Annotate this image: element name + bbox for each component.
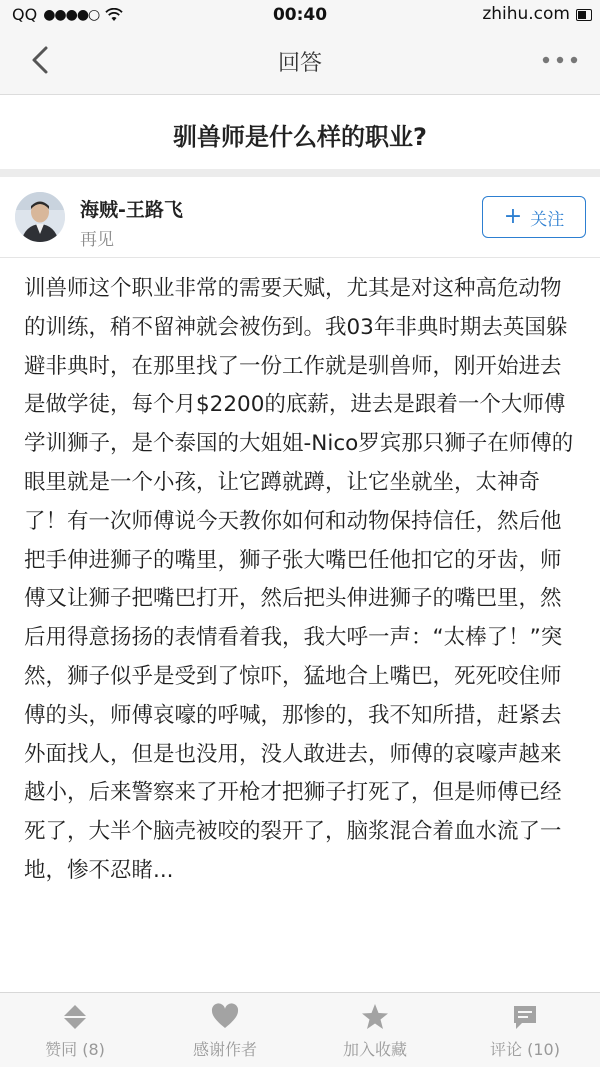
comment-button[interactable] xyxy=(450,993,600,1067)
collect-button[interactable] xyxy=(300,993,450,1067)
clock: 00:40 xyxy=(272,5,328,25)
comment-icon xyxy=(511,1003,539,1031)
answer-body: 训兽师这个职业非常的需要天赋，尤其是对这种高危动物的训练，稍不留神就会被伤到。我03年非典时期去英国躲避非典时，在那里找了一份工作就是驯兽师，刚开始进去是做学徒，每个月$2200的底薪，进去是跟着一个大师傅学训狮子，是个泰国的大姐姐-Nico罗宾那只狮子在师傅的眼里就是一个小孩，让它蹲就蹲，让它坐就坐，太神奇了！有一次师傅说今天教你如何和动物保持信任，然后他把手伸进狮子的嘴里，狮子张大嘴巴任他扣它的牙齿，师傅又让狮子把嘴巴打开，然后把头伸进狮子的嘴巴里，然后用得意扬扬的表情看着我，我大呼一声：“太棒了！”突然，狮子似乎是受到了惊吓，猛地合上嘴巴，死死咬住师傅的头，师傅哀嚎的呼喊，那惨的，我不知所措，赶紧去外面找人，但是也没用，没人敢进去，师傅的哀嚎声越来越小，后来警察来了开枪才把狮子打死了，但是师傅已经死了，大半个脑壳被咬的裂开了，脑浆混合着血水流了一地，惨不忍睹... xyxy=(24,276,574,883)
star-icon xyxy=(361,1003,389,1031)
plus-icon: + xyxy=(503,204,523,229)
thank-author-button[interactable] xyxy=(150,993,300,1067)
follow-button[interactable] xyxy=(482,196,586,238)
question-header xyxy=(0,95,600,177)
collect-label: 加入收藏 xyxy=(342,1040,407,1059)
thank-label: 感谢作者 xyxy=(192,1040,257,1059)
vote-button[interactable] xyxy=(0,993,150,1067)
more-options-icon[interactable] xyxy=(540,48,580,72)
author-name[interactable]: 海贼-王路飞 xyxy=(80,199,183,221)
avatar-image xyxy=(15,192,65,242)
signal-strength: ●●●●○ xyxy=(43,6,100,23)
bottom-toolbar xyxy=(0,992,600,1067)
battery-icon xyxy=(576,9,592,21)
follow-label: 关注 xyxy=(530,209,565,230)
author-row xyxy=(0,177,600,258)
heart-icon xyxy=(211,1003,239,1031)
vote-icon xyxy=(61,1003,89,1031)
site-url: zhihu.com xyxy=(482,4,570,24)
page-title: 回答 xyxy=(277,51,322,76)
carrier-label: QQ xyxy=(12,5,38,24)
status-bar xyxy=(0,0,600,30)
comment-label: 评论 (10) xyxy=(490,1040,560,1059)
avatar[interactable] xyxy=(15,192,65,242)
question-title[interactable]: 驯兽师是什么样的职业? xyxy=(173,123,427,151)
nav-bar xyxy=(0,30,600,95)
author-bio: 再见 xyxy=(80,230,114,250)
vote-label: 赞同 (8) xyxy=(45,1040,105,1059)
